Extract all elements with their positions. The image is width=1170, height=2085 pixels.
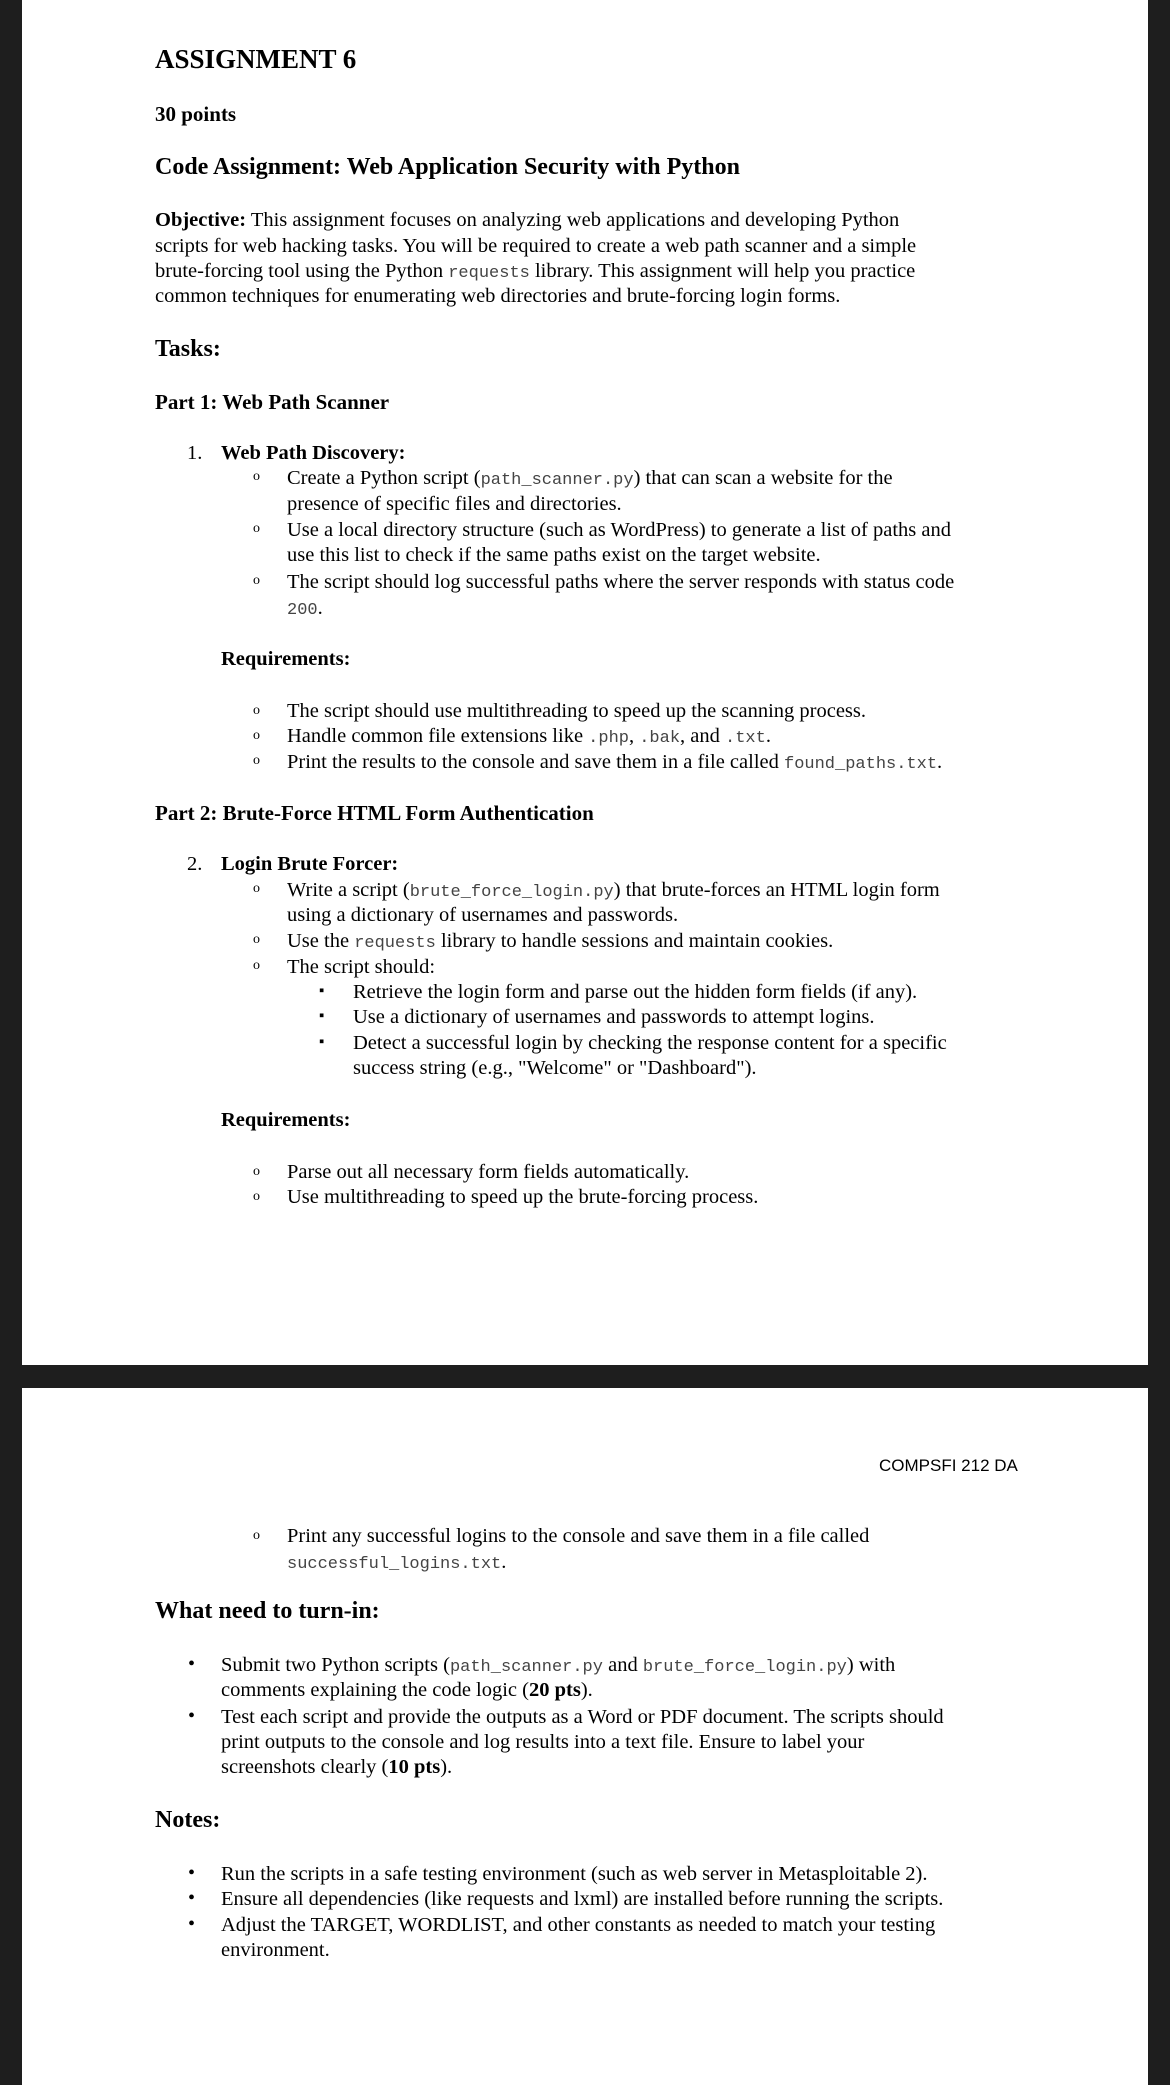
code-path-scanner: path_scanner.py bbox=[449, 1658, 603, 1677]
p1-bullet-2-line-1: Use a local directory structure (such as WordPress) to generate a list of paths and bbox=[287, 519, 952, 541]
bullet: • bbox=[188, 1913, 196, 1935]
circle-bullet: o bbox=[253, 521, 260, 536]
p2-sub-bullet-2: Use a dictionary of usernames and passwords to attempt logins. bbox=[353, 1006, 875, 1028]
objective-label: Objective: bbox=[155, 209, 247, 231]
item2-number: 2. bbox=[187, 853, 203, 875]
p2-bullet-1-line-2: using a dictionary of usernames and passwords. bbox=[287, 904, 679, 926]
square-bullet: ▪ bbox=[319, 1008, 325, 1024]
r2-bullet-1: Parse out all necessary form fields automatically. bbox=[287, 1161, 690, 1183]
turnin-heading: What need to turn-in: bbox=[155, 1598, 380, 1624]
square-bullet: ▪ bbox=[319, 983, 325, 999]
circle-bullet: o bbox=[253, 932, 260, 947]
requirements-heading-1: Requirements: bbox=[221, 648, 351, 670]
note-2: Ensure all dependencies (like requests and lxml) are installed before running the scripts. bbox=[221, 1888, 944, 1910]
square-bullet: ▪ bbox=[319, 1034, 325, 1050]
circle-bullet: o bbox=[253, 1528, 260, 1543]
code-txt: .txt bbox=[725, 729, 766, 748]
circle-bullet: o bbox=[253, 703, 260, 718]
code-requests: requests bbox=[448, 264, 530, 283]
r2-bullet-2: Use multithreading to speed up the brute-forcing process. bbox=[287, 1186, 759, 1208]
code-brute-force-login: brute_force_login.py bbox=[642, 1658, 847, 1677]
p1-bullet-2-line-2: use this list to check if the same paths exist on the target website. bbox=[287, 544, 821, 566]
objective-line-1: Objective: This assignment focuses on analyzing web applications and developing Python bbox=[155, 209, 900, 231]
p2-bullet-1-line-1: Write a script (brute_force_login.py) that brute-forces an HTML login form bbox=[287, 879, 940, 902]
p2-sub-bullet-1: Retrieve the login form and parse out the hidden form fields (if any). bbox=[353, 981, 918, 1003]
code-php: .php bbox=[588, 729, 629, 748]
circle-bullet: o bbox=[253, 881, 260, 896]
points-20: 20 pts bbox=[528, 1679, 581, 1701]
bullet: • bbox=[188, 1862, 196, 1884]
part2-heading: Part 2: Brute-Force HTML Form Authentication bbox=[155, 801, 594, 825]
circle-bullet: o bbox=[253, 1189, 260, 1204]
circle-bullet: o bbox=[253, 753, 260, 768]
turnin-2-line-1: Test each script and provide the outputs as a Word or PDF document. The scripts should bbox=[221, 1706, 944, 1728]
notes-heading: Notes: bbox=[155, 1807, 221, 1833]
code-200: 200 bbox=[287, 601, 318, 620]
code-brute-force-login: brute_force_login.py bbox=[409, 883, 614, 902]
code-requests: requests bbox=[354, 934, 436, 953]
p2-sub-bullet-3-line-2: success string (e.g., "Welcome" or "Dashboard"). bbox=[353, 1057, 757, 1079]
note-3-line-2: environment. bbox=[221, 1939, 330, 1961]
page-header-course: COMPSFI 212 DA bbox=[879, 1456, 1018, 1475]
bullet: • bbox=[188, 1705, 196, 1727]
p1-bullet-3-line-1: The script should log successful paths where the server responds with status code bbox=[287, 571, 955, 593]
code-found-paths: found_paths.txt bbox=[784, 755, 938, 774]
c-bullet-1-line-1: Print any successful logins to the console and save them in a file called bbox=[287, 1525, 870, 1547]
code-bak: .bak bbox=[639, 729, 681, 748]
objective-line-4: common techniques for enumerating web directories and brute-forcing login forms. bbox=[155, 285, 841, 307]
turnin-2-line-2: print outputs to the console and log results into a text file. Ensure to label your bbox=[221, 1731, 865, 1753]
requirements-heading-2: Requirements: bbox=[221, 1109, 351, 1131]
assignment-title: ASSIGNMENT 6 bbox=[155, 44, 357, 74]
p1-bullet-3-line-2: 200. bbox=[287, 597, 323, 620]
document-page-1 bbox=[22, 0, 1148, 1365]
objective-line-2: scripts for web hacking tasks. You will be required to create a web path scanner and a simple bbox=[155, 235, 917, 257]
turnin-1-line-1: Submit two Python scripts (path_scanner.py and brute_force_login.py) with bbox=[221, 1654, 896, 1677]
circle-bullet: o bbox=[253, 1164, 260, 1179]
p2-sub-bullet-3-line-1: Detect a successful login by checking the response content for a specific bbox=[353, 1032, 947, 1054]
points-label: 30 points bbox=[155, 102, 237, 126]
circle-bullet: o bbox=[253, 573, 260, 588]
circle-bullet: o bbox=[253, 958, 260, 973]
c-bullet-1-line-2: successful_logins.txt. bbox=[287, 1551, 507, 1574]
item1-number: 1. bbox=[187, 442, 203, 464]
turnin-1-line-2: comments explaining the code logic (20 pts). bbox=[221, 1679, 593, 1701]
tasks-heading: Tasks: bbox=[155, 336, 221, 362]
note-1: Run the scripts in a safe testing environment (such as web server in Metasploitable 2). bbox=[221, 1863, 928, 1885]
p2-bullet-3: The script should: bbox=[287, 956, 436, 978]
code-path-scanner: path_scanner.py bbox=[480, 471, 634, 490]
objective-line-3: brute-forcing tool using the Python requests library. This assignment will help you practice bbox=[155, 260, 916, 283]
circle-bullet: o bbox=[253, 469, 260, 484]
points-10: 10 pts bbox=[388, 1756, 441, 1778]
part1-heading: Part 1: Web Path Scanner bbox=[155, 390, 390, 414]
code-successful-logins: successful_logins.txt bbox=[287, 1555, 502, 1574]
turnin-2-line-3: screenshots clearly (10 pts). bbox=[221, 1756, 453, 1778]
r1-bullet-3: Print the results to the console and save them in a file called found_paths.txt. bbox=[287, 751, 943, 774]
document-page-2 bbox=[22, 1388, 1148, 2085]
item1-title: Web Path Discovery: bbox=[221, 442, 406, 464]
note-3-line-1: Adjust the TARGET, WORDLIST, and other constants as needed to match your testing bbox=[221, 1914, 936, 1936]
bullet: • bbox=[188, 1887, 196, 1909]
circle-bullet: o bbox=[253, 728, 260, 743]
item2-title: Login Brute Forcer: bbox=[221, 853, 399, 875]
assignment-subtitle: Code Assignment: Web Application Security with Python bbox=[155, 154, 740, 180]
p1-bullet-1-line-2: presence of specific files and directories. bbox=[287, 493, 622, 515]
bullet: • bbox=[188, 1653, 196, 1675]
r1-bullet-2: Handle common file extensions like .php, .bak, and .txt. bbox=[287, 725, 771, 748]
p1-bullet-1-line-1: Create a Python script (path_scanner.py) that can scan a website for the bbox=[287, 467, 893, 490]
p2-bullet-2: Use the requests library to handle sessions and maintain cookies. bbox=[287, 930, 834, 953]
r1-bullet-1: The script should use multithreading to speed up the scanning process. bbox=[287, 700, 867, 722]
